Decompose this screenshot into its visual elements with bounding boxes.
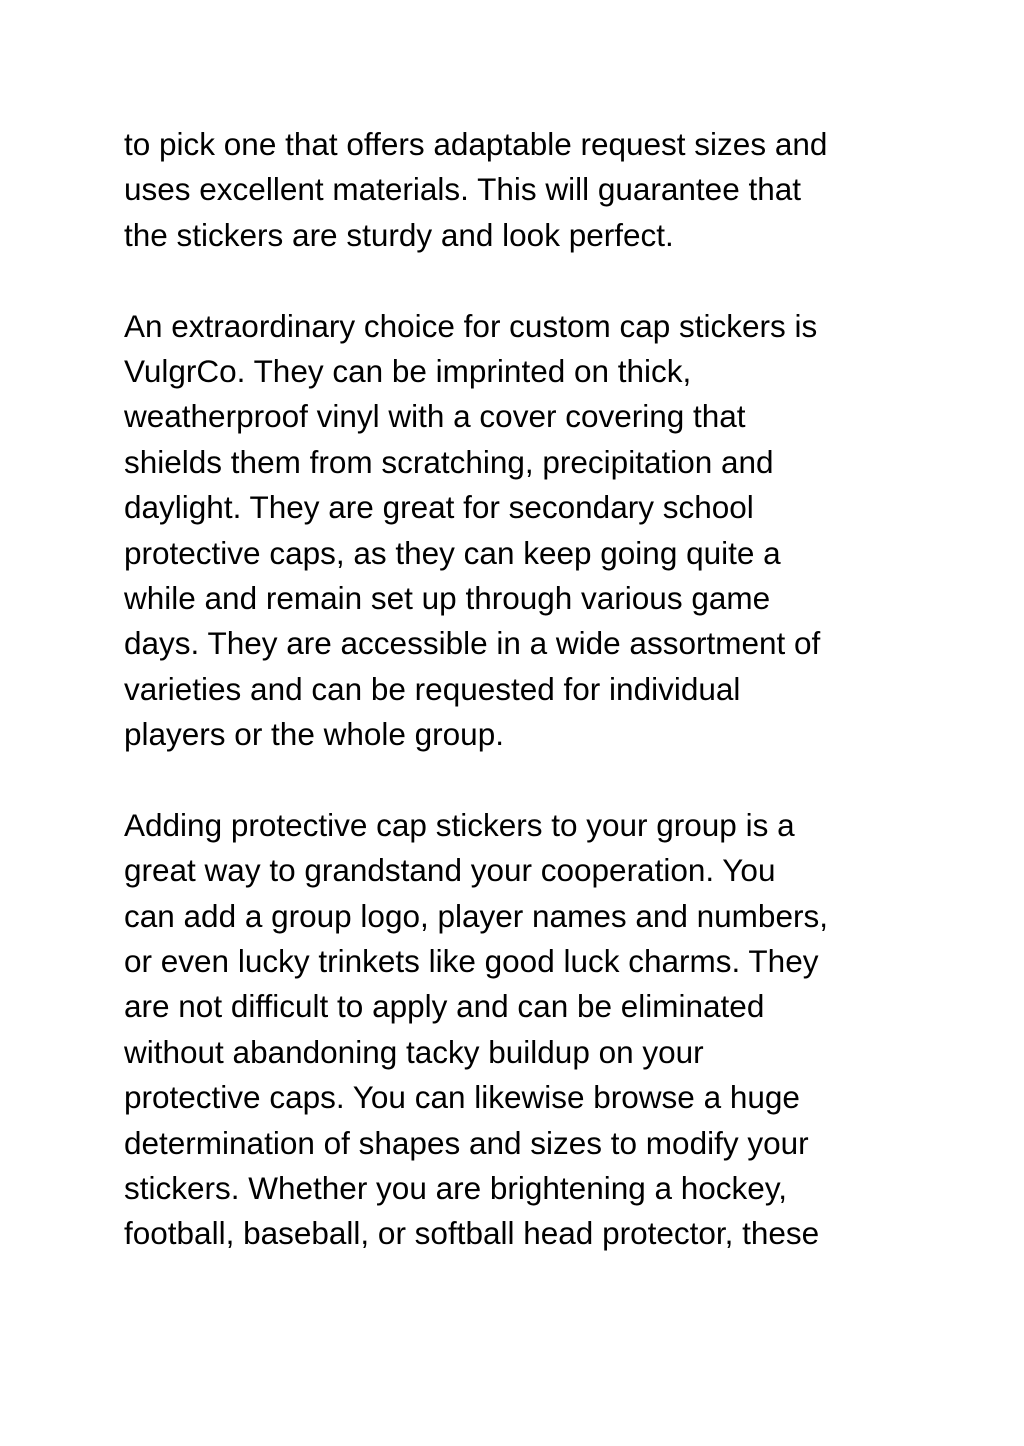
text-line: stickers. Whether you are brightening a hockey,: [124, 1169, 787, 1206]
text-line: without abandoning tacky buildup on your: [124, 1033, 704, 1070]
text-line: An extraordinary choice for custom cap stickers is: [124, 307, 818, 344]
paragraph-3: [124, 803, 924, 1257]
body-text: [124, 122, 924, 1257]
text-line: VulgrCo. They can be imprinted on thick,: [124, 352, 692, 389]
text-line: players or the whole group.: [124, 716, 504, 753]
text-line: weatherproof vinyl with a cover covering that: [124, 398, 746, 435]
text-line: uses excellent materials. This will guarantee that: [124, 171, 802, 208]
text-line: days. They are accessible in a wide assortment of: [124, 625, 821, 662]
paragraph-2: [124, 304, 924, 758]
text-line: varieties and can be requested for individual: [124, 670, 741, 707]
paragraph-1: [124, 122, 924, 258]
paragraph-gap: [124, 757, 924, 802]
text-line: to pick one that offers adaptable request sizes and: [124, 126, 828, 162]
text-line: while and remain set up through various game: [124, 579, 771, 616]
text-line: protective caps, as they can keep going quite a: [124, 534, 781, 571]
text-line: the stickers are sturdy and look perfect.: [124, 216, 674, 253]
text-line: protective caps. You can likewise browse a huge: [124, 1079, 800, 1116]
text-line: or even lucky trinkets like good luck charms. They: [124, 943, 819, 980]
paragraph-gap: [124, 258, 924, 303]
text-line: are not difficult to apply and can be eliminated: [124, 988, 765, 1025]
text-line: can add a group logo, player names and numbers,: [124, 897, 828, 934]
text-line: football, baseball, or softball head protector, these: [124, 1215, 820, 1252]
text-line: determination of shapes and sizes to modify your: [124, 1124, 809, 1161]
text-line: Adding protective cap stickers to your group is a: [124, 806, 795, 843]
text-line: great way to grandstand your cooperation. You: [124, 852, 776, 889]
text-line: daylight. They are great for secondary school: [124, 489, 754, 526]
text-line: shields them from scratching, precipitation and: [124, 443, 774, 480]
